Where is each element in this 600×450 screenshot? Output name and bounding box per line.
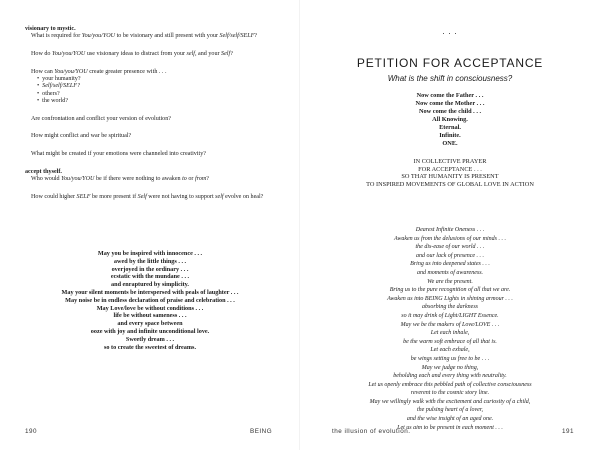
q8-text-e: were not having to support [146, 193, 216, 200]
prayer-line: Let each inhale, [430, 330, 470, 337]
bullet-item: • Self/self/SELF? [37, 83, 287, 90]
poem-line: May your silent moments be interspersed with peals of laughter . . . [61, 288, 239, 296]
poem-line: life be without sameness . . . [113, 312, 187, 320]
stanza-line: Now come the Mother . . . [415, 100, 485, 107]
q2-text-d: self [186, 51, 195, 57]
prayer-line: the pulsing heart of a lover, [417, 407, 483, 414]
prayer-line: Bring us into deepened states . . . [410, 261, 490, 268]
ornament-dots: . . . [442, 27, 458, 36]
page-subtitle: What is the shift in consciousness? [387, 74, 513, 83]
poem-line: ooze with joy and infinite unconditional love. [90, 327, 210, 335]
prayer-line: be the warm soft embrace of all that is. [403, 338, 497, 345]
stanza-line: Now come the child . . . [418, 108, 482, 115]
prayer-line: the dis-ease of our world . . . [415, 244, 485, 251]
prayer-line: Awaken us from the delusions of our minds . . . [394, 235, 506, 242]
prayer-line: Dearest Infinite Oneness . . . [415, 227, 485, 233]
left-running-head: BEING [250, 428, 273, 435]
blessing-poem [40, 250, 260, 351]
prayer-line: be wings setting us free to be . . . [410, 355, 490, 362]
poem-line: overjoyed in the ordinary . . . [111, 265, 189, 273]
q2-text-g: ? [230, 51, 233, 57]
question-4: Are confrontation and conflict your version of evolution? [31, 115, 171, 122]
q8-text-b: SELF [76, 193, 91, 200]
q7-text-c: be if there were nothing to awaken [94, 176, 183, 182]
question-1 [31, 33, 287, 40]
bullet-item: • your humanity? [37, 76, 287, 83]
q1-text-c: to be visionary and still present with your [115, 33, 220, 40]
page-title: PETITION FOR ACCEPTANCE [356, 56, 544, 70]
stanza-line: Eternal. [439, 124, 461, 131]
poem-line: May noise be in endless declaration of praise and celebration . . . [65, 296, 235, 304]
invocation-stanza [300, 92, 600, 148]
question-2 [31, 51, 287, 58]
right-page-number: 191 [562, 428, 575, 435]
bullet-item: • the world? [37, 98, 287, 105]
section-heading-accept: accept thyself. [25, 168, 62, 175]
q1-text-e: ? [254, 33, 258, 40]
stanza-line: All Knowing. [432, 116, 468, 123]
q2-text-f: Self [221, 51, 231, 57]
q2-text-a: How do [31, 51, 52, 57]
prayer-line: May we judge no thing, [421, 364, 479, 371]
question-6: What might be created if your emotions were channeled into creativity? [31, 151, 206, 157]
stanza-line: TO INSPIRED MOVEMENTS OF GLOBAL LOVE IN ACTION [366, 180, 534, 188]
poem-line: so to create the sweetest of dreams. [103, 343, 197, 351]
prayer-line: beholding each and every thing with neutrality. [393, 373, 507, 380]
prayer-line: so it may drink of Light/LIGHT Essence. [401, 312, 499, 319]
prayer-line: and the wise insight of an aged one. [406, 416, 494, 423]
collective-prayer-stanza [300, 158, 600, 188]
q7-text-a: Who would [31, 176, 62, 182]
question-3 [31, 69, 287, 76]
q7-text-f: from [194, 176, 207, 182]
q7-text-d: to [182, 176, 187, 182]
q2-text-e: , and your [194, 51, 222, 57]
section-heading-visionary: visionary to mystic. [25, 26, 76, 32]
q3-text-c: create greater presence with . . . [87, 68, 167, 75]
q8-text-f: self [215, 193, 224, 200]
q2-text-b: You/you/YOU [52, 51, 86, 57]
bullet-item: • others? [37, 91, 287, 98]
q3-text-b: You/you/YOU [54, 68, 88, 75]
q8-text-g: evolve on heal? [223, 193, 264, 200]
q1-text-b: You/you/YOU [81, 33, 116, 40]
stanza-line: FOR ACCEPTANCE . . . [418, 165, 482, 173]
stanza-line: SO THAT HUMANITY IS PRESENT [401, 173, 499, 181]
q7-text-b: You/you/YOU [61, 176, 95, 182]
q8-text-d: Self [137, 193, 147, 200]
left-page-body [25, 26, 287, 201]
prayer-line: We are the present. [427, 278, 473, 285]
poem-line: May Love/love be without conditions . . . [96, 304, 204, 312]
question-5: How might conflict and war be spiritual? [31, 133, 132, 140]
prayer-line: May we willingly walk with the excitement and curiosity of a child, [369, 398, 531, 405]
prayer-line: May we be the makers of Love/LOVE . . . [400, 321, 500, 328]
question-7 [31, 176, 287, 183]
poem-line: awed by the little things . . . [113, 257, 187, 265]
prayer-line: Awaken us into BEING Lights in shining armour . . . [387, 295, 513, 302]
q3-text-a: How can [31, 68, 55, 75]
stanza-line: Now come the Father . . . [416, 92, 484, 99]
right-running-head: the illusion of evolution. [332, 428, 411, 435]
question-8 [31, 194, 287, 201]
q7-text-e: or [186, 176, 195, 182]
poem-line: Sweetly dream . . . [125, 335, 175, 343]
right-page [300, 0, 600, 450]
left-page-number: 190 [25, 428, 38, 435]
q7-text-g: ? [206, 176, 209, 182]
q8-text-c: be more present if [90, 193, 138, 200]
prayer-line: Bring us to the pure recognition of all that we are. [389, 287, 511, 294]
prayer-stanza [300, 226, 600, 432]
stanza-line: ONE. [442, 140, 458, 147]
q2-text-c: use visionary ideas to distract from your [85, 51, 187, 57]
prayer-line: Let each exhale, [430, 347, 470, 354]
poem-line: May you be inspired with innocence . . . [97, 250, 203, 257]
stanza-line: IN COLLECTIVE PRAYER [413, 158, 487, 165]
stanza-line: Infinite. [439, 132, 461, 139]
prayer-line: Let us openly embrace this pebbled path of collective consciousness [368, 381, 532, 388]
poem-line: and enraptured by simplicity. [111, 281, 189, 289]
prayer-line: and moments of awareness. [416, 269, 484, 276]
q1-text-d: Self/self/SELF [219, 33, 255, 40]
q1-text-a: What is required for [31, 33, 82, 40]
poem-line: ecstatic with the mundane . . . [110, 273, 190, 281]
q8-text-a: How could higher [31, 193, 77, 200]
prayer-line: reverent to the cosmic story line. [410, 390, 490, 397]
prayer-line: absorbing the darkness [422, 304, 478, 311]
prayer-line: and our lack of presence . . . [415, 252, 485, 259]
bullet-list [25, 76, 287, 106]
prayer-line: Let us aim to be present in each moment . . . [397, 424, 503, 431]
poem-line: and every space between [117, 320, 183, 328]
